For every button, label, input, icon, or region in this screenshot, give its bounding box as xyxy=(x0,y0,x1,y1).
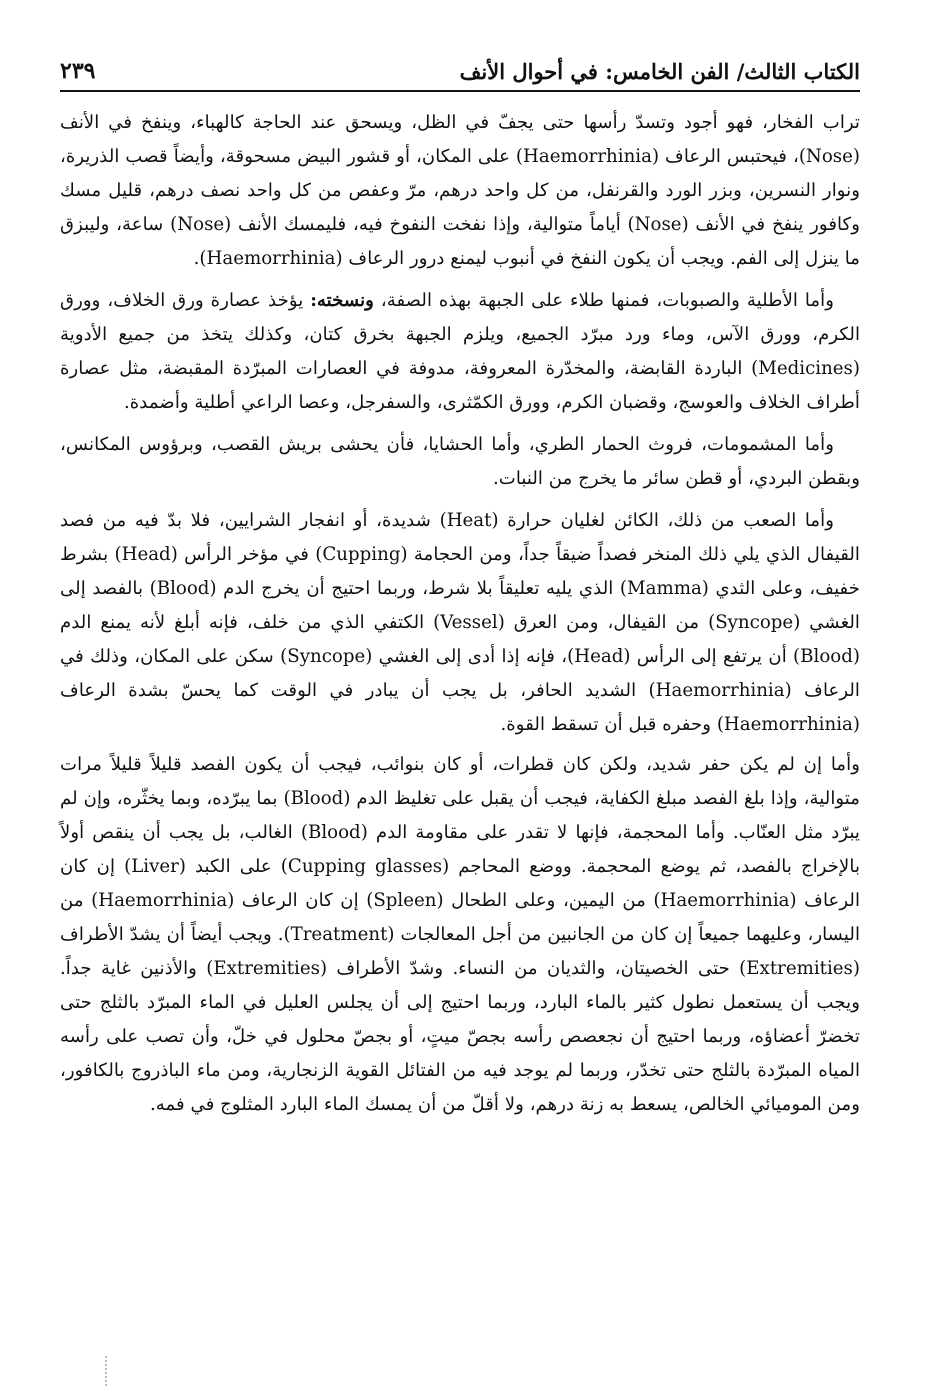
body-text xyxy=(60,106,860,1122)
page-header xyxy=(60,38,860,92)
running-title: الكتاب الثالث/ الفن الخامس: في أحوال الأنف xyxy=(459,59,860,84)
paragraph-2 xyxy=(60,284,860,420)
paragraph-2-part-a: وأما الأطلية والصبوبات، فمنها طلاء على الجبهة بهذه الصفة، xyxy=(380,290,834,311)
paragraph-5: وأما إن لم يكن حفر شديد، ولكن كان قطرات، أو كان بنوائب، فيجب أن يكون الفصد قليلاً قليلاً مرات متوالية، وإذا بلغ الفصد مبلغ الكفاية، فيجب أن يقبل على تغليظ الدم (Blood) بما يبرّده، وبما يخثّره، وإن لم يبرّد مثل العنّاب. وأما المحجمة، فإنها لا تقدر على مقاومة الدم (Blood) الغالب، بل يجب أن ينقص أولاً بالإخراج بالفصد، ثم يوضع المحجمة. ووضع المحاجم (Cupping glasses) على الكبد (Liver) إن كان الرعاف (Haemorrhinia) من اليمين، وعلى الطحال (Spleen) إن كان الرعاف (Haemorrhinia) من اليسار، وعليهما جميعاً إن كان من الجانبين من أجل المعالجات (Treatment). ويجب أيضاً أن يشدّ الأطراف (Extremities) حتى الخصيتان، والثديان من النساء. وشدّ الأطراف (Extremities) والأذنين غاية جداً. ويجب أن يستعمل نطول كثير بالماء البارد، وربما احتيج إلى أن يجلس العليل في الماء المبرّد بالثلج حتى تخضرّ أعضاؤه، وربما احتيج أن نجعصص رأسه بجصّ ميتٍ، أو بجصّ محلول في خلّ، وأن تصب على رأسه المياه المبرّدة بالثلج حتى تخدّر، وربما لم يوجد فيه من الفتائل القوية الزنجارية، ومن ماء الباذروج بالكافور، ومن الموميائي الخالص، يسعط به زنة درهم، ولا أقلّ من أن يمسك الماء البارد المثلوج في فمه. xyxy=(60,754,861,1115)
paragraph-1: تراب الفخار، فهو أجود وتسدّ رأسها حتى يجفّ في الظل، ويسحق عند الحاجة كالهباء، وينفخ في الأنف (Nose)، فيحتبس الرعاف (Haemorrhinia) على المكان، أو قشور البيض مسحوقة، وأيضاً قصب الذريرة، ونوار النسرين، وبزر الورد والقرنفل، من كل واحد درهم، مرّ وعفص من كل واحد نصف درهم، قليل مسك وكافور ينفخ في الأنف (Nose) أياماً متوالية، وإذا نفخت النفوخ فيه، فليمسك الأنف (Nose) ساعة، وليبزق ما ينزل إلى الفم. ويجب أن يكون النفخ في أنبوب ليمنع درور الرعاف (Haemorrhinia). xyxy=(60,112,860,269)
paragraph-2-part-b: يؤخذ عصارة ورق الخلاف، وورق الكرم، وورق الآس، وماء ورد مبرّد الجميع، ويلزم الجبهة بخرق كتان، وكذلك يتخذ من جميع الأدوية (Medicines) الباردة القابضة، والمخدّرة المعروفة، مدوفة في العصارات المبرّدة المقبضة، مثل عصارة أطراف الخلاف والعوسج، وقضبان الكرم، وورق الكمّثرى، والسفرجل، وعصا الراعي أطلية وأضمدة. xyxy=(60,290,860,413)
book-page xyxy=(60,38,860,1358)
page-number: ٢٣٩ xyxy=(60,58,96,84)
recipe-label: ونسخته: xyxy=(310,290,374,311)
scan-artifact-dots xyxy=(105,1356,109,1386)
paragraph-3: وأما المشمومات، فروث الحمار الطري، وأما الحشايا، فأن يحشى بريش القصب، وبرؤوس المكانس، وبقطن البردي، أو قطن سائر ما يخرج من النبات. xyxy=(60,434,860,489)
paragraph-4: وأما الصعب من ذلك، الكائن لغليان حرارة (Heat) شديدة، أو انفجار الشرايين، فلا بدّ فيه من فصد القيفال الذي يلي ذلك المنخر فصداً ضيقاً جداً، ومن الحجامة (Cupping) في مؤخر الرأس (Head) بشرط خفيف، وعلى الثدي (Mamma) الذي يليه تعليقاً بلا شرط، وربما احتيج أن يخرج الدم (Blood) بالفصد إلى الغشي (Syncope) من القيفال، ومن العرق (Vessel) الكتفي الذي من خلف، فإنه أبلغ لأنه يمنع الدم (Blood) أن يرتفع إلى الرأس (Head)، فإنه إذا أدى إلى الغشي (Syncope) سكن على المكان، وذلك في الرعاف (Haemorrhinia) الشديد الحافر، بل يجب أن يبادر في الوقت كما يحسّ بشدة الرعاف (Haemorrhinia) وحفره قبل أن تسقط القوة. xyxy=(60,510,860,735)
